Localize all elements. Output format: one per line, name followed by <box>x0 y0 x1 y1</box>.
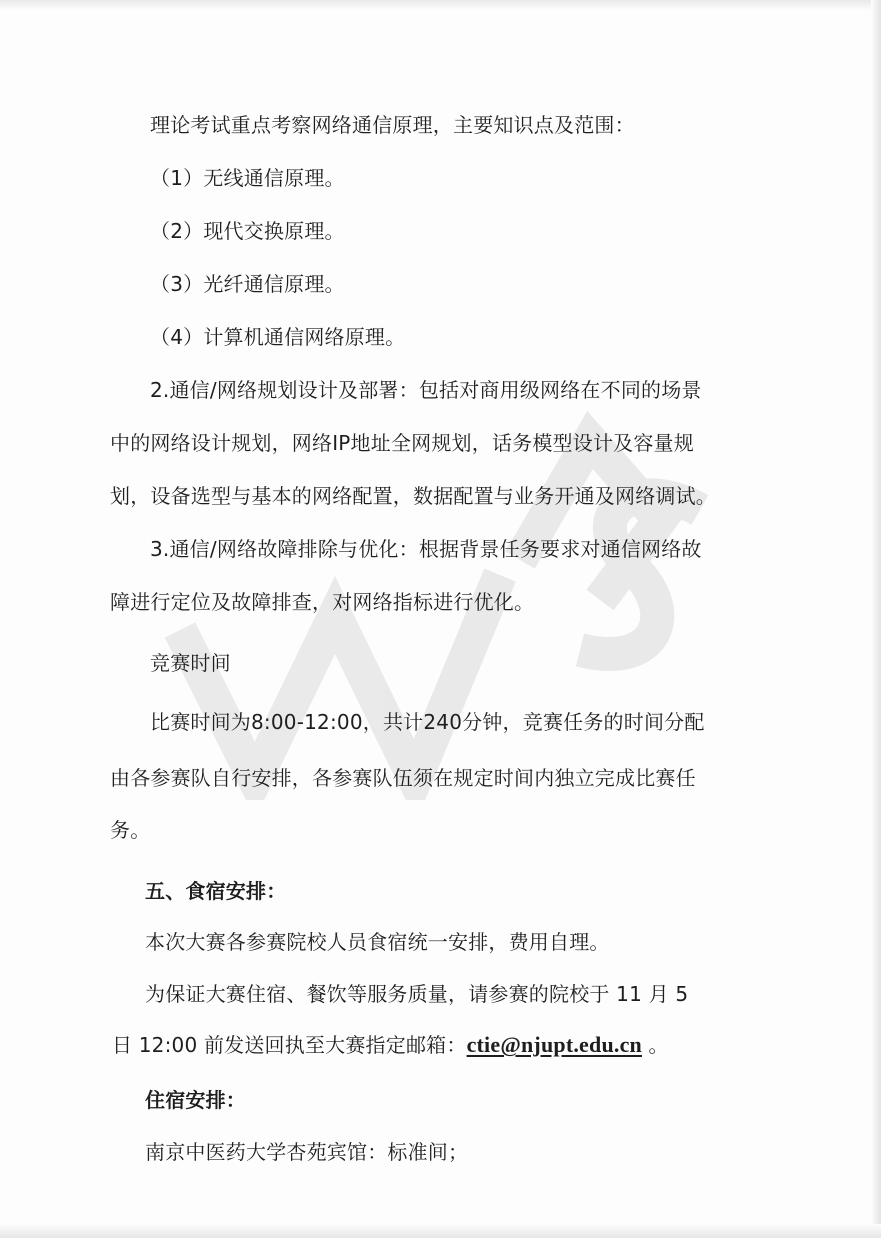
email-link[interactable]: ctie@njupt.edu.cn <box>466 1032 642 1057</box>
competition-time-line-1: 比赛时间为8:00-12:00，共计240分钟，竞赛任务的时间分配 <box>150 710 705 734</box>
scan-edge-bottom <box>0 1224 881 1238</box>
section-2-line-1: 2.通信/网络规划设计及部署：包括对商用级网络在不同的场景 <box>150 378 702 402</box>
section-3-line-2: 障进行定位及故障排查，对网络指标进行优化。 <box>110 590 535 614</box>
section-5-paragraph-2-line-2 <box>112 1032 669 1058</box>
heading-section-5: 五、食宿安排： <box>145 879 287 903</box>
list-item-wireless: （1）无线通信原理。 <box>150 166 345 190</box>
scan-edge-right <box>871 0 881 1238</box>
section-2-line-2: 中的网络设计规划，网络IP地址全网规划，话务模型设计及容量规 <box>110 431 694 455</box>
section-2-line-3: 划，设备选型与基本的网络配置，数据配置与业务开通及网络调试。 <box>110 484 716 508</box>
scan-edge-top <box>0 0 881 10</box>
deadline-text: 日 12:00 前发送回执至大赛指定邮箱： <box>112 1033 467 1057</box>
section-3-line-1: 3.通信/网络故障排除与优化：根据背景任务要求对通信网络故 <box>150 537 702 561</box>
competition-time-line-2: 由各参赛队自行安排，各参赛队伍须在规定时间内独立完成比赛任 <box>110 766 696 790</box>
paragraph-theory-intro: 理论考试重点考察网络通信原理，主要知识点及范围： <box>150 113 635 137</box>
deadline-suffix: 。 <box>642 1033 669 1057</box>
list-item-switching: （2）现代交换原理。 <box>150 219 345 243</box>
list-item-computer-network: （4）计算机通信网络原理。 <box>150 325 406 349</box>
section-5-paragraph-1: 本次大赛各参赛院校人员食宿统一安排，费用自理。 <box>145 930 610 954</box>
section-5-paragraph-2-line-1: 为保证大赛住宿、餐饮等服务质量，请参赛的院校于 11 月 5 <box>145 982 689 1006</box>
lodging-line-1: 南京中医药大学杏苑宾馆：标准间； <box>145 1140 469 1164</box>
heading-competition-time: 竞赛时间 <box>150 651 231 675</box>
heading-lodging: 住宿安排： <box>145 1088 246 1112</box>
list-item-optical: （3）光纤通信原理。 <box>150 272 345 296</box>
competition-time-line-3: 务。 <box>110 818 151 842</box>
